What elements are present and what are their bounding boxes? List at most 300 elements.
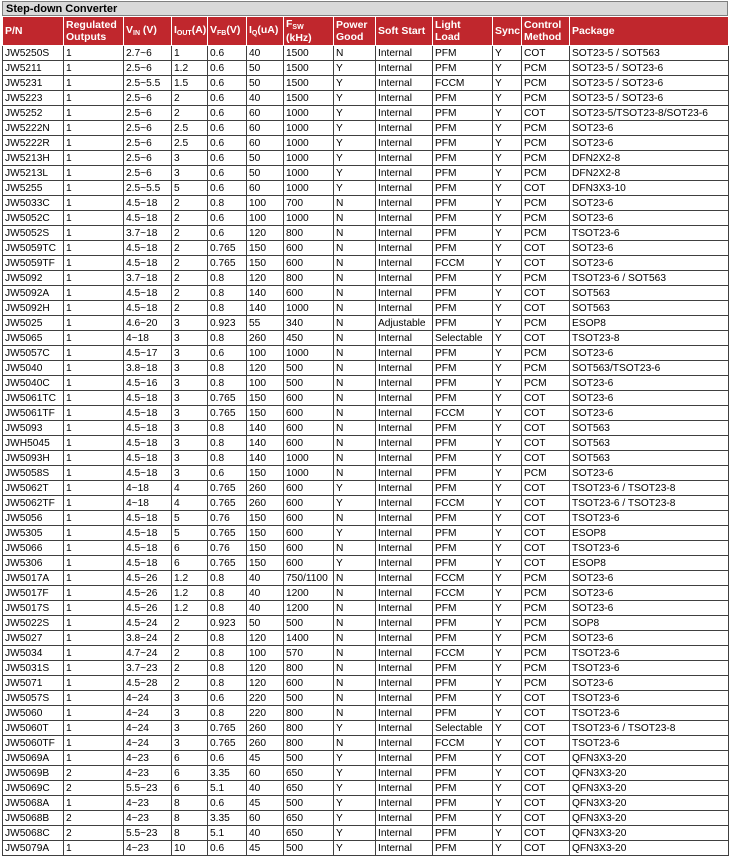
power-good-cell: Y [334,61,376,76]
vin-cell: 4~23 [124,796,172,811]
pn-cell: JW5022S [3,616,64,631]
vin-cell: 4.5~26 [124,571,172,586]
pn-cell: JW5068C [3,826,64,841]
control-method-cell: PCM [522,601,570,616]
vin-cell: 4.5~18 [124,526,172,541]
fsw-cell: 650 [284,811,334,826]
outputs-cell: 1 [64,46,124,61]
fsw-cell: 600 [284,241,334,256]
light-load-cell: Selectable [433,721,493,736]
vfb-cell: 0.8 [208,331,247,346]
table-row [3,181,729,196]
light-load-cell: PFM [433,376,493,391]
vin-cell: 4.5~17 [124,346,172,361]
power-good-cell: N [334,646,376,661]
vfb-cell: 0.6 [208,61,247,76]
vin-cell: 4.5~18 [124,241,172,256]
control-method-cell: COT [522,106,570,121]
package-cell: SOT23-5 / SOT23-6 [570,76,729,91]
package-cell: DFN2X2-8 [570,166,729,181]
vfb-cell: 0.8 [208,451,247,466]
vin-cell: 4~23 [124,811,172,826]
table-row [3,421,729,436]
table-row [3,571,729,586]
power-good-cell: Y [334,121,376,136]
iq-cell: 150 [247,406,284,421]
iq-cell: 150 [247,511,284,526]
iq-cell: 150 [247,256,284,271]
control-method-cell: PCM [522,196,570,211]
soft-start-cell: Internal [376,361,433,376]
light-load-cell: PFM [433,841,493,856]
sync-cell: Y [493,121,522,136]
pn-cell: JW5066 [3,541,64,556]
package-cell: SOT23-6 [570,601,729,616]
fsw-cell: 600 [284,406,334,421]
control-method-cell: PCM [522,361,570,376]
light-load-cell: PFM [433,541,493,556]
outputs-cell: 1 [64,106,124,121]
power-good-cell: Y [334,796,376,811]
iq-cell: 50 [247,151,284,166]
fsw-cell: 450 [284,331,334,346]
sync-cell: Y [493,241,522,256]
package-cell: SOT23-6 [570,196,729,211]
table-row [3,61,729,76]
iout-cell: 1.2 [172,601,208,616]
light-load-cell: FCCM [433,646,493,661]
vfb-cell: 5.1 [208,781,247,796]
vin-cell: 4.7~24 [124,646,172,661]
control-method-cell: COT [522,391,570,406]
control-method-cell: COT [522,826,570,841]
table-row [3,271,729,286]
outputs-cell: 1 [64,466,124,481]
power-good-cell: N [334,541,376,556]
light-load-cell: PFM [433,121,493,136]
sync-cell: Y [493,661,522,676]
control-method-cell: PCM [522,166,570,181]
power-good-cell: N [334,376,376,391]
package-cell: QFN3X3-20 [570,841,729,856]
soft-start-cell: Internal [376,811,433,826]
pn-cell: JW5255 [3,181,64,196]
sync-cell: Y [493,706,522,721]
vin-cell: 4.5~18 [124,466,172,481]
iout-cell: 2 [172,271,208,286]
fsw-cell: 700 [284,196,334,211]
table-row [3,436,729,451]
vfb-cell: 0.6 [208,106,247,121]
fsw-cell: 600 [284,391,334,406]
vfb-cell: 0.6 [208,91,247,106]
fsw-cell: 600 [284,256,334,271]
power-good-cell: N [334,331,376,346]
vfb-cell: 0.6 [208,136,247,151]
vin-cell: 2.5~6 [124,121,172,136]
outputs-cell: 1 [64,61,124,76]
header-iq: $I_Q(uA)$ [247,17,284,46]
soft-start-cell: Internal [376,556,433,571]
control-method-cell: COT [522,301,570,316]
table-row [3,511,729,526]
table-row [3,676,729,691]
iq-cell: 60 [247,121,284,136]
vfb-cell: 0.765 [208,556,247,571]
pn-cell: JW5057C [3,346,64,361]
vin-cell: 2.7~6 [124,46,172,61]
package-cell: QFN3X3-20 [570,811,729,826]
fsw-cell: 1000 [284,121,334,136]
power-good-cell: N [334,301,376,316]
pn-cell: JW5092 [3,271,64,286]
package-cell: TSOT23-6 / SOT563 [570,271,729,286]
vfb-cell: 0.765 [208,406,247,421]
vfb-cell: 0.8 [208,601,247,616]
fsw-cell: 1000 [284,106,334,121]
control-method-cell: COT [522,526,570,541]
iq-cell: 120 [247,676,284,691]
iq-cell: 150 [247,556,284,571]
pn-cell: JW5093H [3,451,64,466]
power-good-cell: N [334,391,376,406]
package-cell: SOT23-6 [570,391,729,406]
power-good-cell: N [334,601,376,616]
control-method-cell: PCM [522,76,570,91]
outputs-cell: 1 [64,241,124,256]
pn-cell: JW5062TF [3,496,64,511]
package-cell: TSOT23-6 [570,706,729,721]
vin-cell: 4.5~26 [124,601,172,616]
table-row [3,451,729,466]
power-good-cell: Y [334,751,376,766]
table-row [3,361,729,376]
table-row [3,601,729,616]
iout-cell: 5 [172,511,208,526]
header-control-method: Control Method [522,17,570,46]
fsw-cell: 500 [284,796,334,811]
soft-start-cell: Internal [376,136,433,151]
vin-cell: 5.5~23 [124,826,172,841]
vfb-cell: 0.76 [208,511,247,526]
table-row [3,466,729,481]
power-good-cell: N [334,196,376,211]
fsw-cell: 1000 [284,301,334,316]
sync-cell: Y [493,781,522,796]
vfb-cell: 0.6 [208,751,247,766]
outputs-cell: 1 [64,796,124,811]
outputs-cell: 1 [64,436,124,451]
sync-cell: Y [493,466,522,481]
light-load-cell: FCCM [433,571,493,586]
sync-cell: Y [493,421,522,436]
outputs-cell: 1 [64,721,124,736]
vfb-cell: 0.765 [208,736,247,751]
outputs-cell: 1 [64,586,124,601]
sync-cell: Y [493,496,522,511]
vin-cell: 4.5~18 [124,391,172,406]
sync-cell: Y [493,166,522,181]
outputs-cell: 1 [64,691,124,706]
power-good-cell: Y [334,181,376,196]
package-cell: TSOT23-6 [570,511,729,526]
control-method-cell: COT [522,421,570,436]
iq-cell: 100 [247,646,284,661]
iout-cell: 3 [172,346,208,361]
light-load-cell: PFM [433,181,493,196]
table-row [3,541,729,556]
control-method-cell: PCM [522,151,570,166]
package-cell: TSOT23-6 [570,226,729,241]
sync-cell: Y [493,271,522,286]
iout-cell: 5 [172,526,208,541]
pn-cell: JW5040C [3,376,64,391]
iq-cell: 120 [247,226,284,241]
outputs-cell: 1 [64,706,124,721]
soft-start-cell: Internal [376,841,433,856]
iq-cell: 40 [247,91,284,106]
vin-cell: 2.5~6 [124,151,172,166]
control-method-cell: COT [522,721,570,736]
pn-cell: JW5059TC [3,241,64,256]
fsw-cell: 1500 [284,61,334,76]
fsw-cell: 1000 [284,346,334,361]
pn-cell: JW5250S [3,46,64,61]
soft-start-cell: Internal [376,151,433,166]
light-load-cell: PFM [433,226,493,241]
fsw-cell: 1000 [284,181,334,196]
table-row [3,136,729,151]
iq-cell: 120 [247,271,284,286]
vin-cell: 4~24 [124,691,172,706]
pn-cell: JW5222N [3,121,64,136]
soft-start-cell: Internal [376,301,433,316]
vin-cell: 4.5~24 [124,616,172,631]
iq-cell: 60 [247,106,284,121]
vfb-cell: 0.6 [208,226,247,241]
control-method-cell: PCM [522,376,570,391]
outputs-cell: 1 [64,616,124,631]
vfb-cell: 0.8 [208,646,247,661]
vin-cell: 2.5~5.5 [124,181,172,196]
vin-cell: 3.8~24 [124,631,172,646]
package-cell: SOT23-6 [570,241,729,256]
vfb-cell: 0.8 [208,196,247,211]
soft-start-cell: Internal [376,181,433,196]
power-good-cell: N [334,616,376,631]
soft-start-cell: Internal [376,61,433,76]
iout-cell: 3 [172,736,208,751]
iout-cell: 1.5 [172,76,208,91]
pn-cell: JW5069B [3,766,64,781]
light-load-cell: FCCM [433,406,493,421]
iq-cell: 50 [247,61,284,76]
outputs-cell: 1 [64,286,124,301]
vfb-cell: 0.6 [208,121,247,136]
pn-cell: JW5223 [3,91,64,106]
sync-cell: Y [493,721,522,736]
fsw-cell: 800 [284,706,334,721]
outputs-cell: 1 [64,376,124,391]
sync-cell: Y [493,526,522,541]
package-cell: SOT563/TSOT23-6 [570,361,729,376]
table-row [3,241,729,256]
table-row [3,316,729,331]
soft-start-cell: Internal [376,691,433,706]
table-row [3,301,729,316]
pn-cell: JW5213H [3,151,64,166]
fsw-cell: 650 [284,781,334,796]
package-cell: TSOT23-8 [570,331,729,346]
light-load-cell: PFM [433,316,493,331]
light-load-cell: FCCM [433,736,493,751]
package-cell: SOT23-6 [570,571,729,586]
control-method-cell: PCM [522,346,570,361]
power-good-cell: N [334,346,376,361]
sync-cell: Y [493,301,522,316]
power-good-cell: Y [334,526,376,541]
vin-cell: 4~23 [124,751,172,766]
fsw-cell: 1000 [284,166,334,181]
header-sync: Sync [493,17,522,46]
light-load-cell: PFM [433,811,493,826]
iout-cell: 6 [172,766,208,781]
fsw-cell: 500 [284,751,334,766]
light-load-cell: PFM [433,511,493,526]
vin-cell: 3.7~18 [124,226,172,241]
pn-cell: JW5061TF [3,406,64,421]
vin-cell: 4.5~18 [124,541,172,556]
control-method-cell: COT [522,406,570,421]
pn-cell: JW5017F [3,586,64,601]
sync-cell: Y [493,766,522,781]
vfb-cell: 0.765 [208,496,247,511]
outputs-cell: 1 [64,256,124,271]
soft-start-cell: Internal [376,196,433,211]
vfb-cell: 0.8 [208,586,247,601]
package-cell: TSOT23-6 [570,736,729,751]
package-cell: QFN3X3-20 [570,751,729,766]
vfb-cell: 0.6 [208,346,247,361]
power-good-cell: N [334,676,376,691]
fsw-cell: 1500 [284,91,334,106]
soft-start-cell: Internal [376,541,433,556]
sync-cell: Y [493,826,522,841]
vin-cell: 2.5~6 [124,91,172,106]
sync-cell: Y [493,436,522,451]
pn-cell: JW5060TF [3,736,64,751]
light-load-cell: PFM [433,136,493,151]
control-method-cell: PCM [522,271,570,286]
table-row [3,736,729,751]
soft-start-cell: Internal [376,466,433,481]
iq-cell: 55 [247,316,284,331]
iq-cell: 40 [247,826,284,841]
control-method-cell: COT [522,256,570,271]
light-load-cell: PFM [433,151,493,166]
soft-start-cell: Internal [376,211,433,226]
power-good-cell: Y [334,766,376,781]
light-load-cell: PFM [433,301,493,316]
outputs-cell: 1 [64,676,124,691]
power-good-cell: Y [334,841,376,856]
outputs-cell: 1 [64,76,124,91]
pn-cell: JW5211 [3,61,64,76]
outputs-cell: 2 [64,766,124,781]
soft-start-cell: Internal [376,256,433,271]
pn-cell: JW5213L [3,166,64,181]
power-good-cell: N [334,271,376,286]
control-method-cell: PCM [522,571,570,586]
outputs-cell: 1 [64,496,124,511]
iq-cell: 260 [247,736,284,751]
package-cell: SOT23-5 / SOT563 [570,46,729,61]
power-good-cell: N [334,211,376,226]
power-good-cell: N [334,706,376,721]
soft-start-cell: Adjustable [376,316,433,331]
control-method-cell: PCM [522,91,570,106]
iout-cell: 1 [172,46,208,61]
power-good-cell: N [334,226,376,241]
light-load-cell: PFM [433,826,493,841]
pn-cell: JW5059TF [3,256,64,271]
package-cell: TSOT23-6 [570,541,729,556]
iout-cell: 2 [172,91,208,106]
control-method-cell: COT [522,691,570,706]
table-row [3,841,729,856]
control-method-cell: COT [522,181,570,196]
table-row [3,406,729,421]
soft-start-cell: Internal [376,271,433,286]
outputs-cell: 2 [64,781,124,796]
fsw-cell: 600 [284,421,334,436]
sync-cell: Y [493,481,522,496]
fsw-cell: 800 [284,271,334,286]
vin-cell: 4.6~20 [124,316,172,331]
converter-table [2,16,729,856]
iq-cell: 260 [247,331,284,346]
header-power-good: Power Good [334,17,376,46]
package-cell: ESOP8 [570,526,729,541]
soft-start-cell: Internal [376,496,433,511]
vin-cell: 4.5~18 [124,196,172,211]
table-row [3,826,729,841]
sync-cell: Y [493,226,522,241]
soft-start-cell: Internal [376,766,433,781]
power-good-cell: Y [334,811,376,826]
pn-cell: JW5056 [3,511,64,526]
table-row [3,151,729,166]
package-cell: QFN3X3-20 [570,781,729,796]
sync-cell: Y [493,631,522,646]
table-row [3,811,729,826]
pn-cell: JW5306 [3,556,64,571]
sync-cell: Y [493,256,522,271]
package-cell: SOT23-6 [570,376,729,391]
table-row [3,751,729,766]
pn-cell: JW5069C [3,781,64,796]
sync-cell: Y [493,61,522,76]
vfb-cell: 0.765 [208,481,247,496]
soft-start-cell: Internal [376,226,433,241]
vin-cell: 4~24 [124,721,172,736]
iq-cell: 40 [247,601,284,616]
power-good-cell: Y [334,721,376,736]
vin-cell: 2.5~6 [124,61,172,76]
light-load-cell: PFM [433,466,493,481]
sync-cell: Y [493,136,522,151]
light-load-cell: PFM [433,106,493,121]
